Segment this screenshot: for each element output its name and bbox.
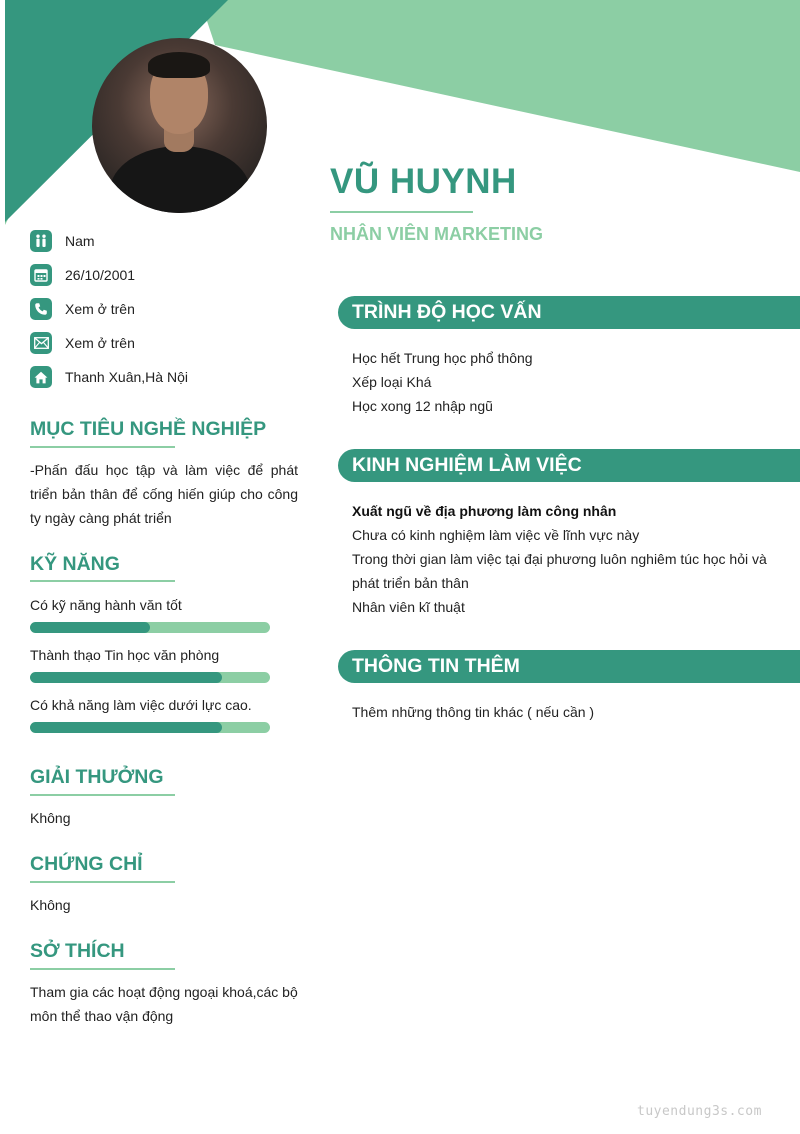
contact-phone [30, 292, 320, 326]
awards-title: GIẢI THƯỞNG [30, 766, 164, 788]
education-list [352, 346, 772, 418]
objective-underline [30, 446, 175, 448]
experience-title: KINH NGHIỆM LÀM VIỆC [338, 449, 800, 482]
skill-bar-fill [30, 672, 222, 683]
skills-title: KỸ NĂNG [30, 553, 120, 575]
contact-birthday [30, 258, 320, 292]
contact-gender [30, 224, 320, 258]
name-underline [330, 211, 473, 213]
certificates-title: CHỨNG CHỈ [30, 853, 143, 875]
experience-heading: Xuất ngũ về địa phương làm công nhân [352, 503, 617, 519]
skill-bar [30, 622, 270, 633]
skill-bar [30, 722, 270, 733]
experience-line: Chưa có kinh nghiệm làm việc về lĩnh vực này [352, 527, 640, 543]
skill-bar-fill [30, 722, 222, 733]
certificates-underline [30, 881, 175, 883]
gender-icon [30, 230, 52, 252]
email-icon [30, 332, 52, 354]
additional-text: Thêm những thông tin khác ( nếu cần ) [352, 704, 595, 720]
objective-title: MỤC TIÊU NGHỀ NGHIỆP [30, 418, 267, 440]
phone-icon [30, 298, 52, 320]
watermark: tuyendung3s.com [637, 1104, 762, 1119]
education-line: Xếp loại Khá [352, 374, 432, 390]
education-line: Học hết Trung học phổ thông [352, 350, 533, 366]
email-value: Xem ở trên [65, 335, 135, 351]
skills-underline [30, 580, 175, 582]
candidate-name: VŨ HUYNH [330, 162, 517, 201]
experience-list [352, 499, 767, 619]
additional-title: THÔNG TIN THÊM [338, 650, 800, 683]
education-line: Học xong 12 nhập ngũ [352, 398, 493, 414]
avatar [92, 38, 267, 213]
skill-label: Có kỹ năng hành văn tốt [30, 597, 182, 613]
experience-line: Trong thời gian làm việc tại đại phương luôn nghiêm túc học hỏi và phát triển bản thân [352, 551, 767, 591]
certificates-text: Không [30, 897, 71, 913]
hobbies-text: Tham gia các hoạt động ngoại khoá,các bộ môn thể thao vận động [30, 984, 298, 1024]
address-value: Thanh Xuân,Hà Nội [65, 369, 188, 385]
skill-label: Có khả năng làm việc dưới lực cao. [30, 697, 252, 713]
contact-email [30, 326, 320, 360]
awards-text: Không [30, 810, 71, 826]
skill-bar [30, 672, 270, 683]
hobbies-title: SỞ THÍCH [30, 940, 125, 962]
contact-list [30, 224, 320, 394]
education-title: TRÌNH ĐỘ HỌC VẤN [338, 296, 800, 329]
gender-value: Nam [65, 233, 95, 249]
contact-address [30, 360, 320, 394]
experience-line: Nhân viên kĩ thuật [352, 599, 465, 615]
job-title: NHÂN VIÊN MARKETING [330, 224, 544, 244]
home-icon [30, 366, 52, 388]
objective-text: -Phấn đấu học tập và làm việc để phát triển bản thân để cống hiến giúp cho công ty ngày càng phát triển [30, 462, 298, 526]
skill-bar-fill [30, 622, 150, 633]
calendar-icon [30, 264, 52, 286]
hobbies-underline [30, 968, 175, 970]
light-green-triangle [200, 0, 800, 172]
awards-underline [30, 794, 175, 796]
skill-label: Thành thạo Tin học văn phòng [30, 647, 220, 663]
birthday-value: 26/10/2001 [65, 267, 136, 283]
phone-value: Xem ở trên [65, 301, 135, 317]
